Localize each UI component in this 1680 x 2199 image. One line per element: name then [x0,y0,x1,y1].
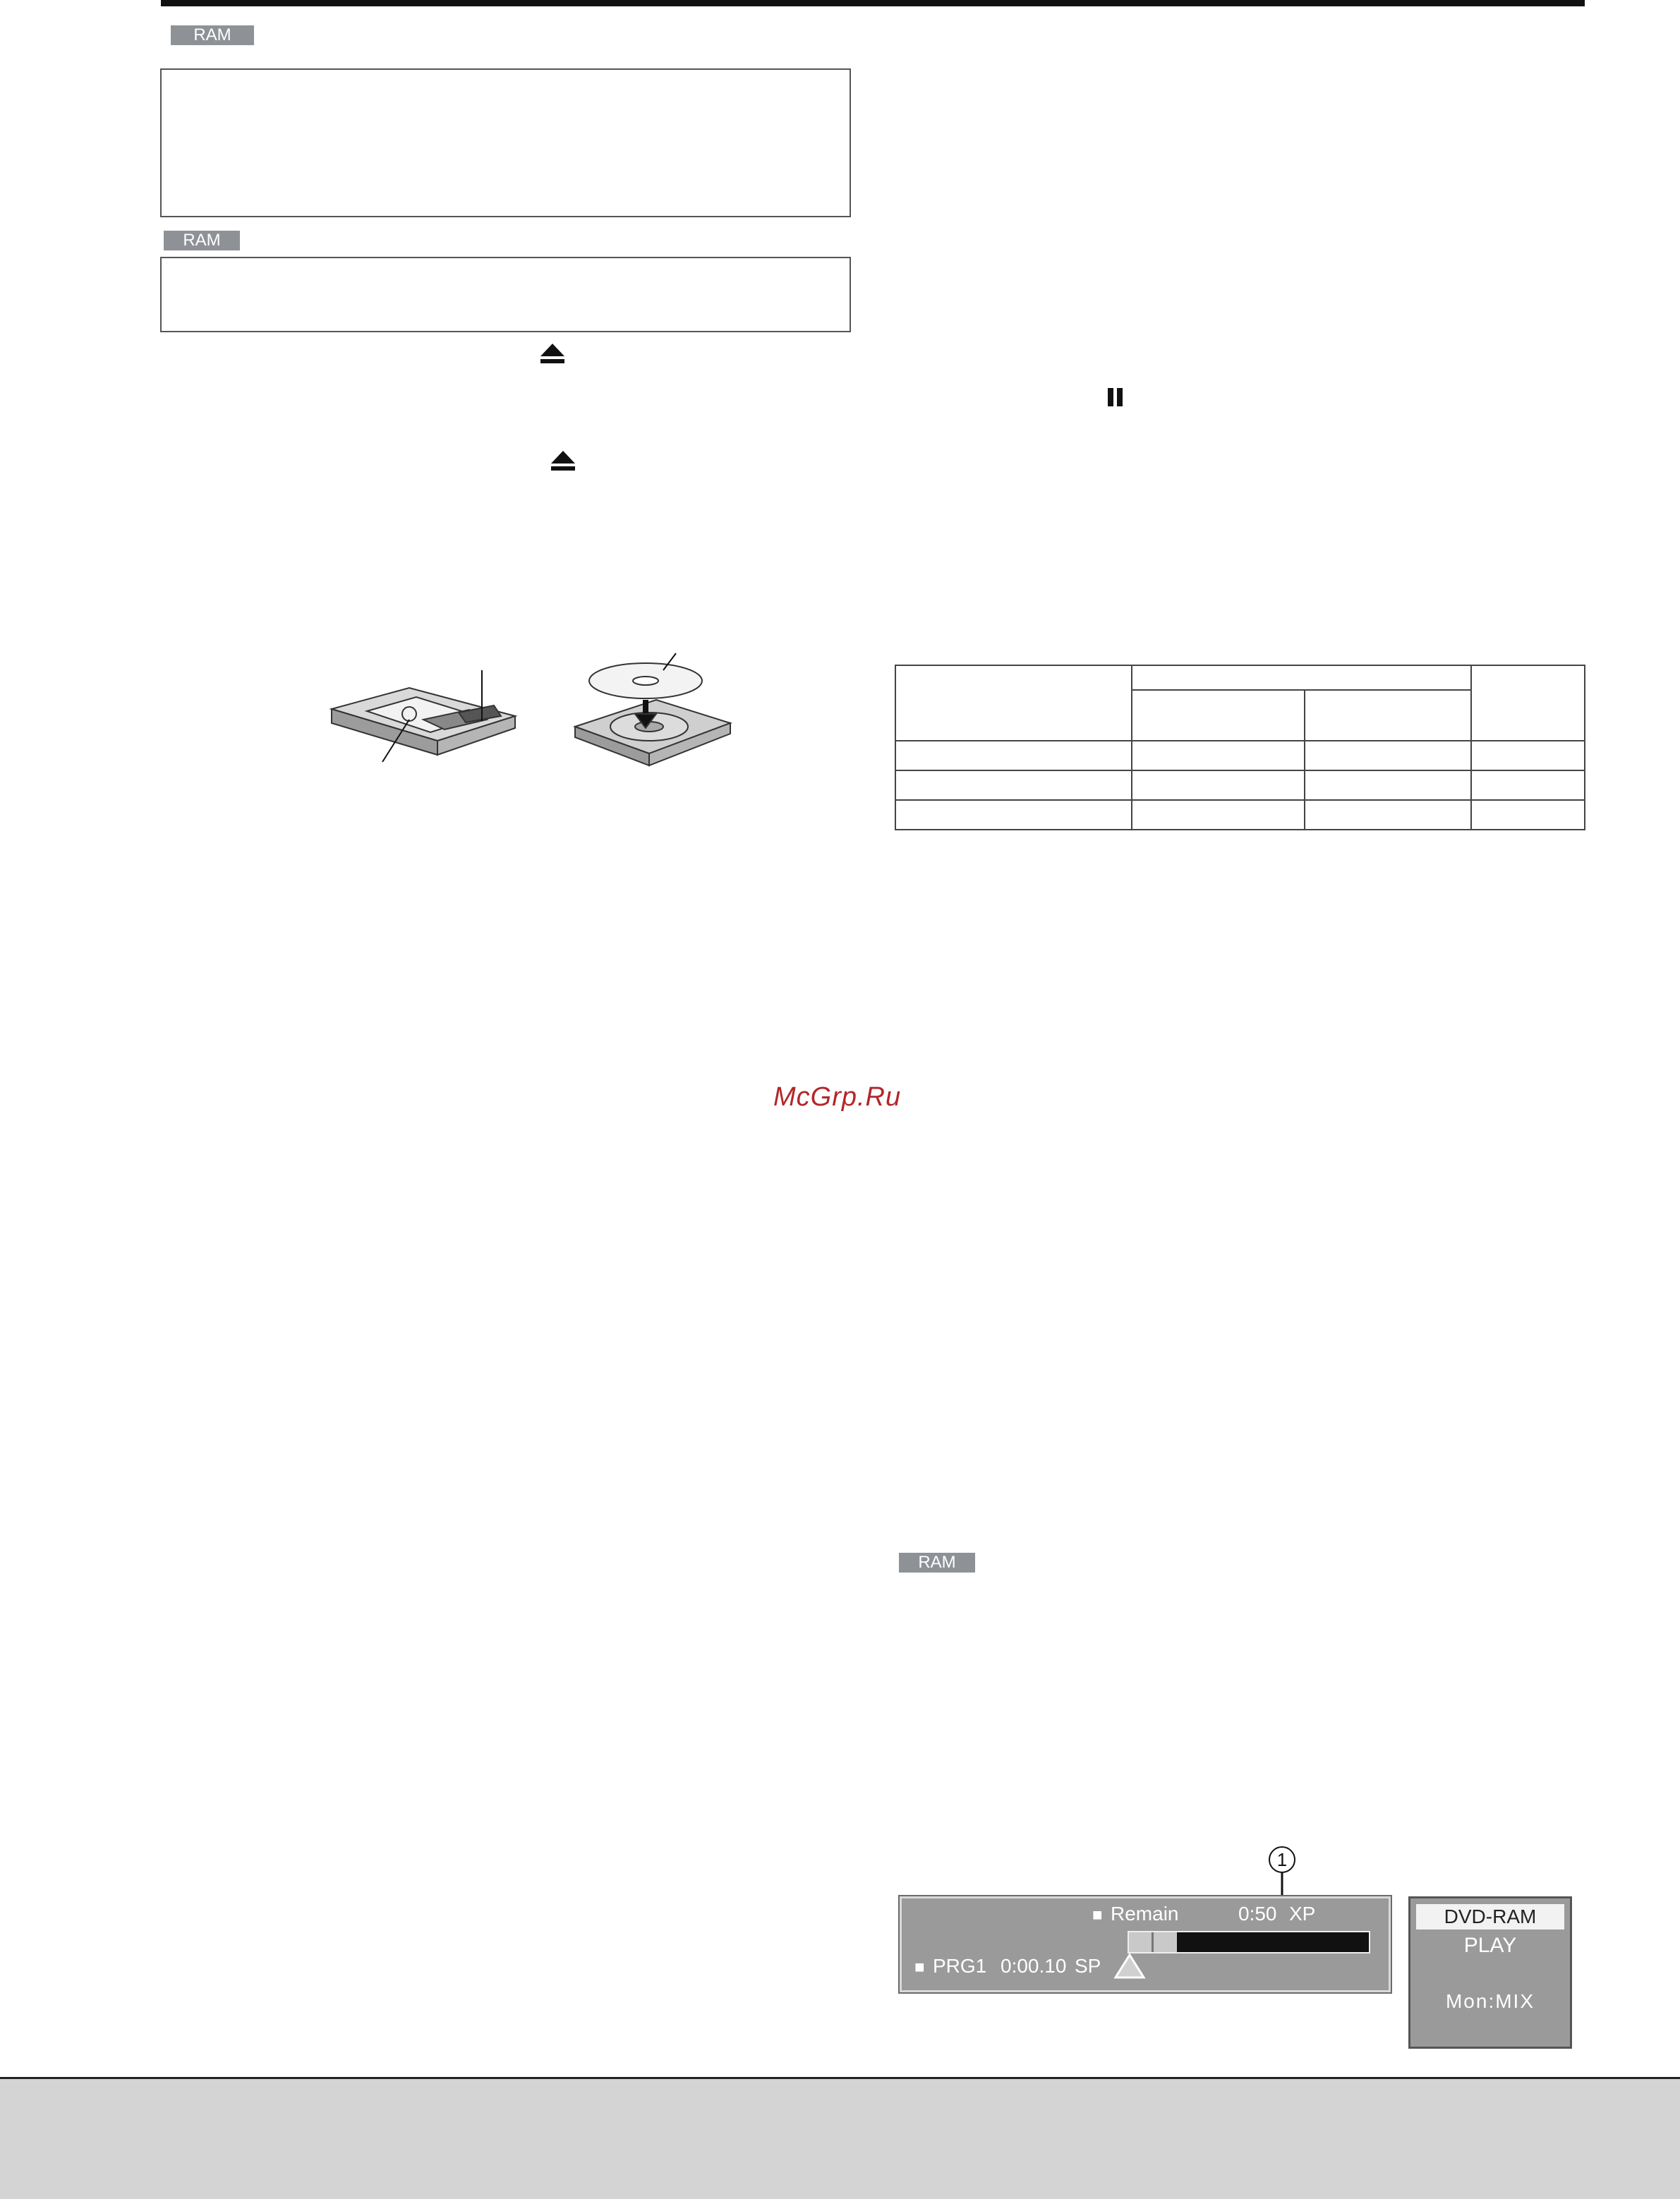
ram-badge-small: RAM [164,231,240,250]
osd-disc-panel [1408,1896,1572,2049]
remain-bullet-icon: ■ [1092,1906,1103,1925]
note-box [160,68,851,217]
disc-tray-illustration [325,649,748,769]
table-row [895,770,1585,800]
disc-drawing [575,653,730,765]
program-label: PRG1 [933,1955,987,1977]
play-mode: SP [1075,1955,1101,1977]
ram-badge: RAM [171,25,254,45]
note-box-ram [160,257,851,332]
table-header-cell [1305,690,1471,741]
table-row [895,741,1585,770]
play-state-label: PLAY [1463,1934,1517,1957]
table-row [895,800,1585,830]
osd-status-panel [900,1896,1391,1992]
cartridge-tray-drawing [332,670,515,762]
top-rule [161,0,1585,6]
ram-badge: RAM [899,1553,975,1573]
table-header-cell [1132,665,1471,690]
eject-icon [550,449,576,472]
remain-bar [1128,1931,1370,1953]
remain-mode: XP [1289,1903,1316,1925]
remain-label: Remain [1111,1903,1179,1925]
remain-time: 0:50 [1238,1903,1277,1925]
remain-bar-divider [1152,1932,1154,1952]
disc-type-label: DVD-RAM [1444,1906,1537,1927]
table-header-cell [1471,665,1585,741]
pause-icon [1106,387,1125,408]
table-header-cell [895,665,1132,741]
callout-number: 1 [1276,1849,1288,1870]
eject-icon [539,342,566,365]
monitor-label: Mon:MIX [1445,1990,1535,2012]
watermark: McGrp.Ru [773,1082,902,1112]
table-header-cell [1132,690,1305,741]
footer-band [0,2077,1680,2199]
recording-mode-table [895,665,1585,830]
warning-triangle-icon [1113,1952,1146,1980]
elapsed-time: 0:00.10 [1001,1955,1067,1977]
program-bullet-icon: ■ [914,1958,925,1977]
